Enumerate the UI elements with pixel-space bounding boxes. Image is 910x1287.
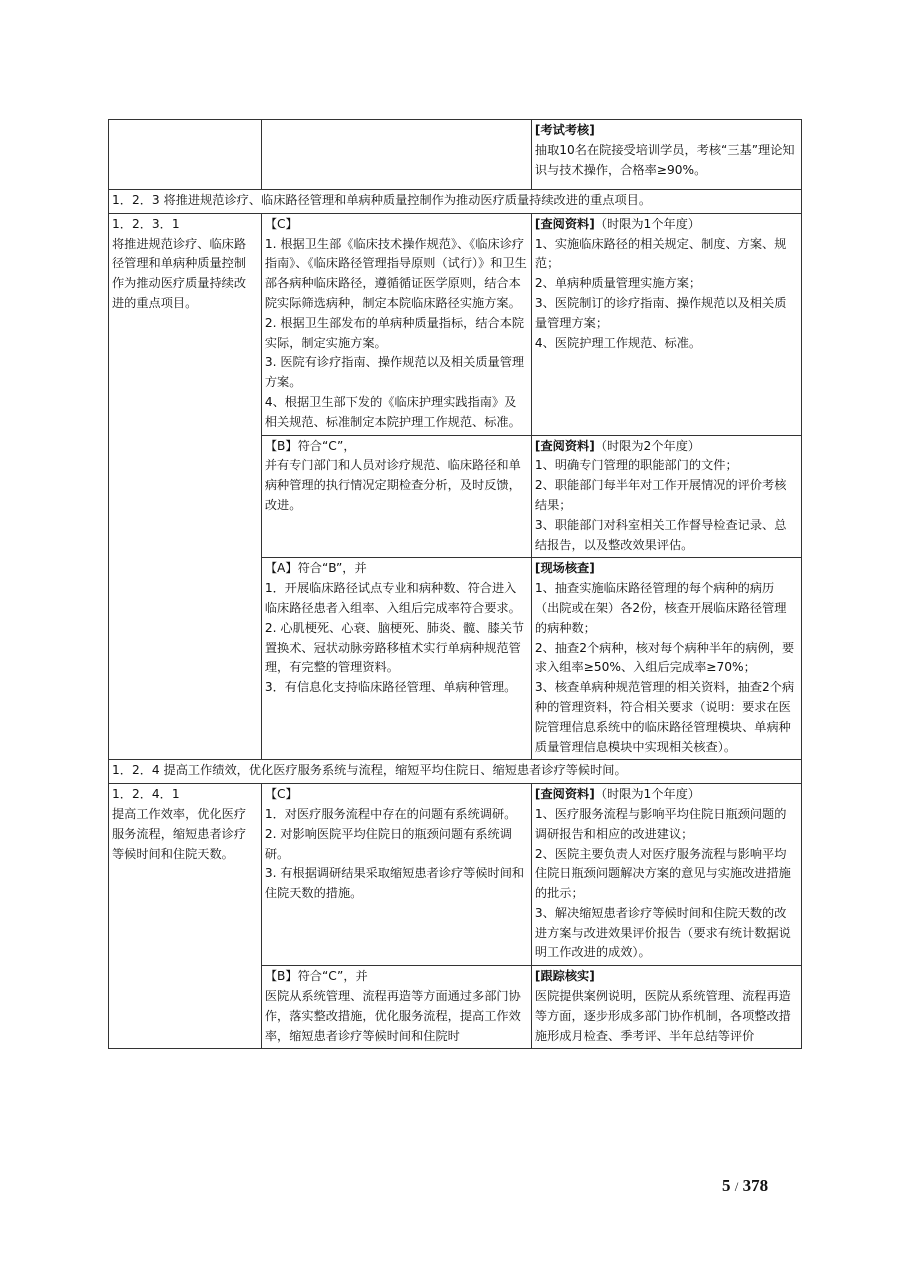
grade-label: 【B】符合“C”，并: [264, 969, 368, 984]
check-item: 2、抽查2个病种，核对每个病种半年的病例，要求入组率≥50%、入组后完成率≥70%；: [534, 640, 795, 675]
check-item: 4、医院护理工作规范、标准。: [534, 335, 702, 350]
criteria-item: 1．对医疗服务流程中存在的问题有系统调研。: [264, 806, 517, 821]
assessment-cell: [531, 784, 801, 966]
check-period: （时限为2个年度）: [594, 438, 701, 453]
assessment-cell: [531, 120, 801, 190]
check-head: [跟踪核实]: [534, 969, 595, 984]
check-head: [现场核查]: [534, 561, 595, 576]
check-head: [查阅资料]: [534, 787, 595, 802]
section-heading: 1．2．3 将推进规范诊疗、临床路径管理和单病种质量控制作为推动医疗质量持续改进的重点项目。: [109, 190, 802, 214]
criteria-item: 3. 有根据调研结果采取缩短患者诊疗等候时间和住院天数的措施。: [264, 866, 525, 901]
assessment-cell: [531, 435, 801, 558]
grade-label: 【C】: [264, 216, 298, 231]
grade-c-cell: [261, 213, 531, 435]
criteria-item: 1. 根据卫生部《临床技术操作规范》、《临床诊疗指南》、《临床路径管理指导原则（试行）》和卫生部各病种临床路径，遵循循证医学原则，结合本院实际筛选病种，制定本院临床路径实施方案。: [264, 236, 527, 310]
item-cell: [109, 213, 262, 760]
grade-c-cell: [261, 784, 531, 966]
item-title: 将推进规范诊疗、临床路径管理和单病种质量控制作为推动医疗质量持续改进的重点项目。: [112, 236, 247, 310]
check-period: （时限为1个年度）: [594, 787, 701, 802]
criteria-item: 1．开展临床路径试点专业和病种数、符合进入临床路径患者入组率、入组后完成率符合要求。: [264, 581, 521, 615]
criteria-item: 3. 医院有诊疗指南、操作规范以及相关质量管理方案。: [264, 355, 525, 390]
check-head: [查阅资料]: [534, 216, 595, 231]
check-item: 1、医疗服务流程与影响平均住院日瓶颈问题的调研报告和相应的改进建议；: [534, 806, 787, 841]
check-item: 3、解决缩短患者诊疗等候时间和住院天数的改进方案与改进效果评价报告（要求有统计数据说明工作改进的成效）。: [534, 905, 791, 960]
check-period: （时限为1个年度）: [594, 216, 701, 231]
check-item: 1、明确专门管理的职能部门的文件；: [534, 458, 738, 473]
check-item: 2、职能部门每半年对工作开展情况的评价考核结果；: [534, 478, 787, 512]
standards-table: [108, 119, 802, 1049]
check-body: 抽取10名在院接受培训学员，考核“三基”理论知识与技术操作，合格率≥90%。: [534, 142, 795, 177]
grade-label: 【A】符合“B”，并: [264, 561, 367, 576]
assessment-cell: [531, 966, 801, 1049]
item-cell: [109, 784, 262, 1049]
section-row: [109, 190, 802, 214]
cell-empty: [261, 120, 531, 190]
criteria-item: 医院从系统管理、流程再造等方面通过多部门协作，落实整改措施，优化服务流程，提高工作效率，缩短患者诊疗等候时间和住院时: [264, 989, 521, 1043]
page-total: 378: [742, 1176, 769, 1195]
item-title: 提高工作效率，优化医疗服务流程，缩短患者诊疗等候时间和住院天数。: [112, 806, 247, 861]
criteria-item: 4、根据卫生部下发的《临床护理实践指南》及相关规范、标准制定本院护理工作规范、标准。: [264, 394, 521, 429]
section-heading: 1．2．4 提高工作绩效，优化医疗服务系统与流程，缩短平均住院日、缩短患者诊疗等候时间。: [109, 760, 802, 784]
check-item: 3、职能部门对科室相关工作督导检查记录、总结报告，以及整改效果评估。: [534, 517, 787, 552]
grade-a-cell: [261, 558, 531, 760]
criteria-item: 2. 对影响医院平均住院日的瓶颈问题有系统调研。: [264, 826, 512, 861]
grade-label: 【B】符合“C”，: [264, 438, 356, 453]
grade-label: 【C】: [264, 787, 298, 802]
criteria-item: 2. 心肌梗死、心衰、脑梗死、肺炎、髋、膝关节置换术、冠状动脉旁路移植术实行单病种规范管理，有完整的管理资料。: [264, 620, 525, 675]
table-row: [109, 784, 802, 966]
assessment-cell: [531, 213, 801, 435]
check-head: [考试考核]: [534, 123, 595, 137]
table-row: [109, 120, 802, 190]
check-item: 1、实施临床路径的相关规定、制度、方案、规范；: [534, 236, 787, 271]
assessment-cell: [531, 558, 801, 760]
check-head: [查阅资料]: [534, 438, 595, 453]
check-item: 3、核查单病种规范管理的相关资料，抽查2个病种的管理资料，符合相关要求（说明：要求在医院管理信息系统中的临床路径管理模块、单病种质量管理信息模块中实现相关核查）。: [534, 680, 795, 754]
section-row: [109, 760, 802, 784]
page-separator: /: [734, 1179, 739, 1194]
criteria-item: 2. 根据卫生部发布的单病种质量指标，结合本院实际，制定实施方案。: [264, 315, 525, 350]
item-number: 1．2．4．1: [112, 787, 180, 802]
table-row: [109, 213, 802, 435]
check-item: 2、医院主要负责人对医疗服务流程与影响平均住院日瓶颈问题解决方案的意见与实施改进措施的批示；: [534, 846, 791, 901]
item-number: 1．2．3．1: [112, 216, 180, 231]
grade-b-cell: [261, 435, 531, 558]
grade-b-cell: [261, 966, 531, 1049]
page-number: [722, 1176, 768, 1196]
check-item: 2、单病种质量管理实施方案；: [534, 276, 702, 291]
criteria-item: 并有专门部门和人员对诊疗规范、临床路径和单病种管理的执行情况定期检查分析，及时反馈，改进。: [264, 458, 521, 512]
check-item: 1、抽查实施临床路径管理的每个病种的病历（出院或在架）各2份，核查开展临床路径管理的病种数；: [534, 581, 787, 635]
check-body: 医院提供案例说明，医院从系统管理、流程再造等方面，逐步形成多部门协作机制，各项整改措施形成月检查、季考评、半年总结等评价: [534, 989, 791, 1043]
check-item: 3、医院制订的诊疗指南、操作规范以及相关质量管理方案；: [534, 295, 787, 330]
criteria-item: 3．有信息化支持临床路径管理、单病种管理。: [264, 680, 517, 695]
cell-empty: [109, 120, 262, 190]
page-current: 5: [722, 1176, 731, 1195]
